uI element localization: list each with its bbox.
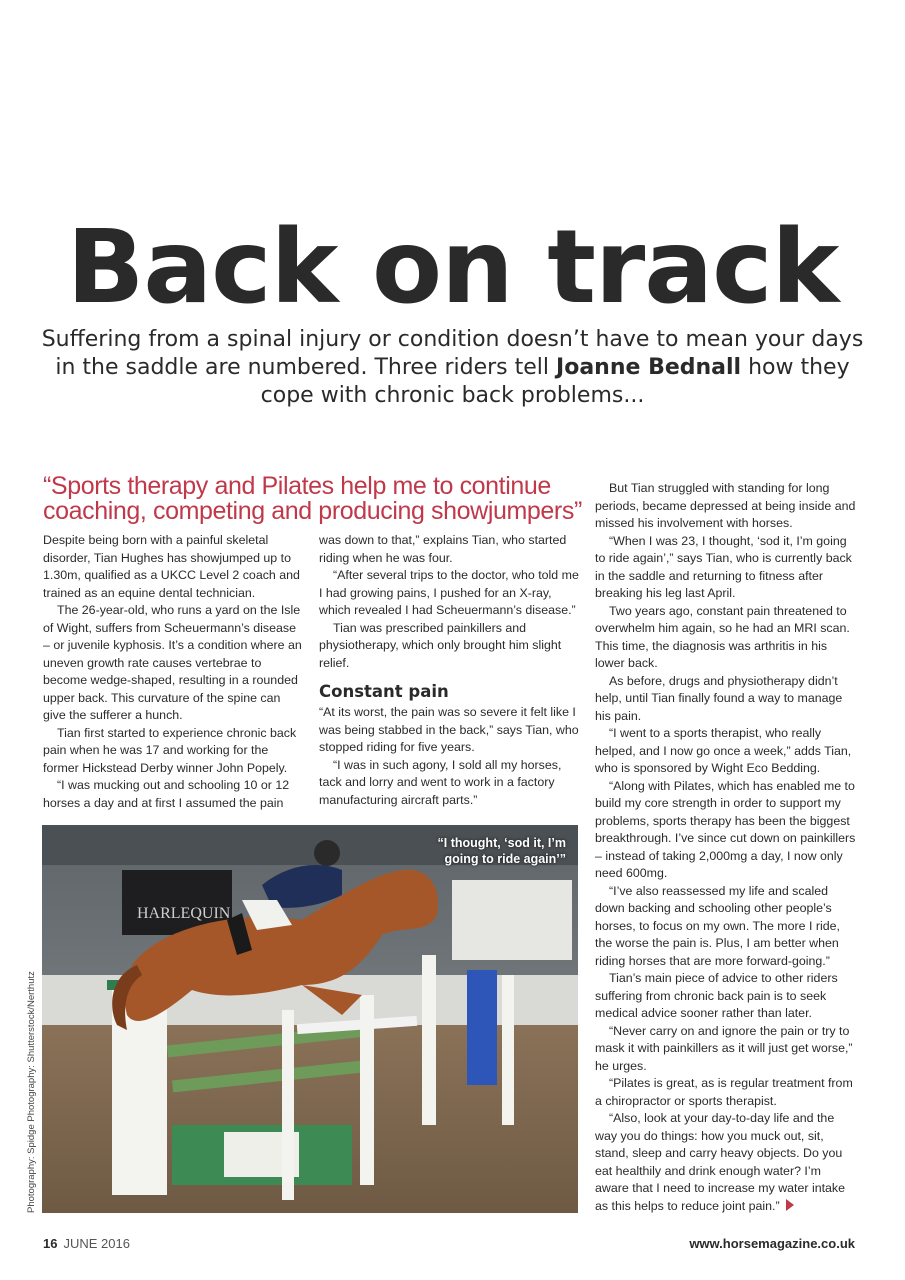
pull-quote: “Sports therapy and Pilates help me to continue coaching, competing and producing showjumpers”	[43, 472, 582, 525]
paragraph-final	[595, 1110, 857, 1215]
paragraph: But Tian struggled with standing for long periods, became depressed at being inside and missed his involvement with horses.	[595, 481, 856, 530]
paragraph: The 26-year-old, who runs a yard on the Isle of Wight, suffers from Scheuermann’s disease – or juvenile kyphosis. It’s a condition where an uneven growth rate causes vertebrae to become wedge-shaped, resulting in a rounded upper back. This curvature of the spine can give the sufferer a hunch.	[43, 603, 302, 722]
paragraph-text: “Also, look at your day-to-day life and the way you do things: how you muck out, sit, stand, sleep and carry heavy objects. Do you eat healthily and drink enough water? I’m aware that I need to increase my water intake as this helps to reduce joint pain.”	[595, 1111, 846, 1213]
sponsor-board-text: HARLEQUIN	[137, 905, 231, 922]
body-column-3	[595, 480, 857, 1215]
photo-illustration	[42, 825, 578, 1213]
paragraph: “Pilates is great, as is regular treatment from a chiropractor or sports therapist.	[595, 1076, 853, 1108]
paragraph: “I went to a sports therapist, who really helped, and I now go once a week,” adds Tian, who is sponsored by Wight Eco Bedding.	[595, 726, 852, 775]
paragraph: “I’ve also reassessed my life and scaled down backing and schooling other people’s horses, to focus on my own. The more I ride, the worse the pain is. Plus, I am better when riding horses that are more forward-going.”	[595, 883, 840, 968]
paragraph: was down to that,” explains Tian, who started riding when he was four.	[319, 533, 567, 565]
paragraph: Despite being born with a painful skeletal disorder, Tian Hughes has showjumped up to 1.30m, qualified as a UKCC Level 2 coach and trained as an equine dental technician.	[43, 533, 300, 600]
subheading: Constant pain	[319, 682, 449, 701]
photo-credit: Photography: Spidge Photography: Shutterstock/Nerthutz	[26, 971, 37, 1213]
paragraph: “After several trips to the doctor, who told me I had growing pains, I pushed for an X-ray, which revealed I had Scheuermann’s disease.”	[319, 568, 579, 617]
author-name: Joanne Bednall	[556, 355, 742, 380]
notice-board	[452, 880, 572, 960]
body-column-2	[319, 532, 581, 809]
end-of-article-icon	[786, 1199, 794, 1211]
paragraph: “At its worst, the pain was so severe it felt like I was being stabbed in the back,” says Tian, who stopped riding for five years.	[319, 705, 579, 754]
standfirst	[30, 326, 875, 410]
standfirst-text-end: how they cope with chronic back problems...	[260, 355, 850, 408]
page-number: 16	[43, 1236, 58, 1251]
photo-caption-quote: “I thought, ‘sod it, I’m going to ride again’”	[437, 836, 566, 866]
paragraph: Tian’s main piece of advice to other riders suffering from chronic back pain is to seek medical advice sooner rather than later.	[595, 971, 838, 1020]
standfirst-text: Suffering from a spinal injury or condition doesn’t have to mean your days in the saddle are numbered. Three riders tell	[41, 327, 864, 380]
paragraph: “Never carry on and ignore the pain or try to mask it with painkillers as it will just get worse,” he urges.	[595, 1023, 853, 1073]
body-column-1	[43, 532, 305, 812]
paragraph: Tian was prescribed painkillers and physiotherapy, which only brought him slight relief.	[319, 620, 562, 670]
paragraph: Tian first started to experience chronic back pain when he was 17 and working for the former Hickstead Derby winner John Popely.	[43, 725, 297, 775]
showjumping-photo	[42, 825, 578, 1213]
paragraph: “When I was 23, I thought, ‘sod it, I’m going to ride again’,” says Tian, who is currently back in the saddle and returning to fitness after breaking his leg last April.	[595, 533, 852, 600]
paragraph: “Along with Pilates, which has enabled me to build my core strength in order to support my problems, sports therapy has been the biggest breakthrough. I’ve since cut down on painkillers – instead of taking 2,000mg a day, I now only need 600mg.	[595, 778, 856, 880]
headline: Back on track	[66, 208, 839, 327]
paragraph: Two years ago, constant pain threatened to overwhelm him again, so he had an MRI scan. This time, the diagnosis was arthritis in his lower back.	[595, 603, 850, 670]
paragraph: As before, drugs and physiotherapy didn’t help, until Tian finally found a way to manage his pain.	[595, 673, 843, 723]
issue-date: JUNE 2016	[63, 1236, 130, 1251]
paragraph: “I was mucking out and schooling 10 or 12 horses a day and at first I assumed the pain	[43, 778, 290, 810]
page-footer-left	[43, 1236, 130, 1251]
website-url: www.horsemagazine.co.uk	[689, 1236, 855, 1251]
paragraph: “I was in such agony, I sold all my horses, tack and lorry and went to work in a factory manufacturing aircraft parts.”	[319, 757, 562, 807]
